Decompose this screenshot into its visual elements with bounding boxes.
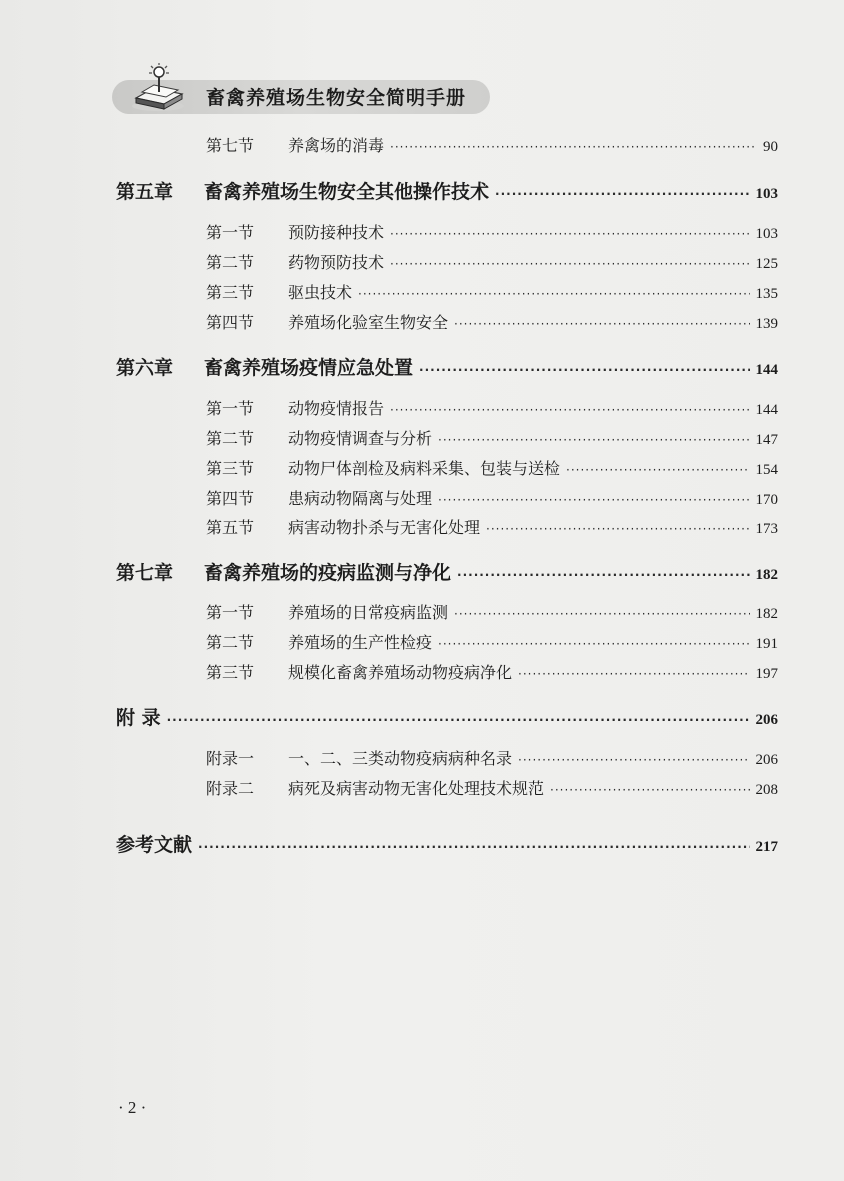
toc-entry-title: 病害动物扑杀与无害化处理 [288,518,481,537]
dot-leader [390,227,749,241]
toc-entry-chapter[interactable] [116,830,778,857]
toc-entry-page-number: 208 [755,782,778,798]
dot-leader [438,433,749,447]
dot-leader [454,317,749,331]
dot-leader [438,493,749,507]
toc-entry-page-number: 170 [755,492,778,508]
toc-entry-chapter[interactable] [116,353,778,380]
toc-entry-page-number: 182 [755,606,778,622]
toc-entry-section[interactable] [206,630,778,653]
toc-entry-number: 第三节 [206,459,255,478]
toc-entry-title: 参考文献 [116,834,193,856]
dot-leader [358,287,749,301]
toc-entry-page-number: 206 [755,712,778,728]
toc-entry-page-number: 147 [755,432,778,448]
toc-entry-title: 养禽场的消毒 [288,136,385,155]
toc-entry-section[interactable] [206,133,778,156]
toc-entry-page-number: 191 [755,636,778,652]
toc-entry-section[interactable] [206,426,778,449]
dot-leader [438,637,749,651]
toc-entry-page-number: 182 [755,567,778,583]
toc-entry-page-number: 206 [755,752,778,768]
toc-entry-title: 药物预防技术 [288,253,385,272]
toc-entry-number: 第一节 [206,399,255,418]
toc-entry-number: 第四节 [206,489,255,508]
dot-leader [390,403,749,417]
toc-entry-number: 第二节 [206,253,255,272]
toc-entry-title: 畜禽养殖场的疫病监测与净化 [204,562,452,584]
dot-leader [390,140,757,154]
toc-entry-title: 规模化畜禽养殖场动物疫病净化 [288,663,513,682]
toc-entry-title: 预防接种技术 [288,223,385,242]
toc-entry-title: 驱虫技术 [288,283,353,302]
toc-entry-page-number: 144 [755,402,778,418]
toc-entry-number: 第三节 [206,663,255,682]
toc-entry-number: 第七节 [206,136,255,155]
dot-leader [550,783,749,797]
dot-leader [419,363,749,377]
dot-leader [167,713,750,727]
toc-entry-page-number: 135 [755,286,778,302]
toc-entry-title: 病死及病害动物无害化处理技术规范 [288,779,545,798]
dot-leader [495,187,749,201]
toc-entry-page-number: 173 [755,521,778,537]
toc-entry-chapter[interactable] [116,703,778,730]
toc-entry-section[interactable] [206,396,778,419]
toc-entry-page-number: 139 [755,316,778,332]
toc-entry-page-number: 144 [755,362,778,378]
toc-entry-title: 附 录 [116,707,161,729]
toc-entry-appendix[interactable] [206,776,778,799]
dot-leader [518,753,749,767]
dot-leader [566,463,749,477]
toc-entry-section[interactable] [206,660,778,683]
toc-entry-title: 畜禽养殖场疫情应急处置 [204,357,414,379]
toc-entry-number: 第七章 [116,562,174,584]
toc-entry-number: 第五节 [206,518,255,537]
toc-entry-section[interactable] [206,250,778,273]
toc-entry-title: 动物尸体剖检及病料采集、包装与送检 [288,459,561,478]
dot-leader [457,568,749,582]
toc-entry-number: 附录二 [206,779,255,798]
toc-entry-title: 患病动物隔离与处理 [288,489,433,508]
toc-entry-title: 养殖场的生产性检疫 [288,633,433,652]
toc-entry-page-number: 103 [755,226,778,242]
running-header-title: 畜禽养殖场生物安全简明手册 [206,87,467,109]
toc-entry-chapter[interactable] [116,558,778,585]
toc-entry-number: 第一节 [206,603,255,622]
toc-entry-number: 第二节 [206,429,255,448]
toc-entry-page-number: 125 [755,256,778,272]
toc-entry-section[interactable] [206,310,778,333]
toc-entry-number: 第六章 [116,357,174,379]
toc-entry-page-number: 197 [755,666,778,682]
toc-entry-page-number: 103 [755,186,778,202]
dot-leader [518,667,749,681]
toc-entry-number: 第四节 [206,313,255,332]
toc-entry-number: 第三节 [206,283,255,302]
toc-entry-title: 养殖场化验室生物安全 [288,313,449,332]
toc-entry-title: 动物疫情调查与分析 [288,429,433,448]
dot-leader [390,257,749,271]
toc-entry-section[interactable] [206,486,778,509]
toc-entry-title: 一、二、三类动物疫病病种名录 [288,749,513,768]
toc-entry-chapter[interactable] [116,177,778,204]
toc-entry-page-number: 90 [763,139,778,155]
toc-entry-page-number: 154 [755,462,778,478]
toc-entry-appendix[interactable] [206,746,778,769]
toc-entry-section[interactable] [206,280,778,303]
toc-entry-number: 第一节 [206,223,255,242]
toc-entry-section[interactable] [206,220,778,243]
toc-entry-section[interactable] [206,600,778,623]
toc-entry-title: 动物疫情报告 [288,399,385,418]
dot-leader [198,840,749,854]
toc-entry-title: 养殖场的日常疫病监测 [288,603,449,622]
toc-entry-number: 第二节 [206,633,255,652]
dot-leader [454,607,749,621]
toc-entry-title: 畜禽养殖场生物安全其他操作技术 [204,181,490,203]
toc-entry-page-number: 217 [755,839,778,855]
book-stack-icon [130,62,186,112]
toc-entry-section[interactable] [206,515,778,538]
dot-leader [486,522,749,536]
toc-entry-number: 附录一 [206,749,255,768]
toc-entry-section[interactable] [206,456,778,479]
page-number-footer: · 2 · [118,1098,147,1117]
toc-entry-number: 第五章 [116,181,174,203]
